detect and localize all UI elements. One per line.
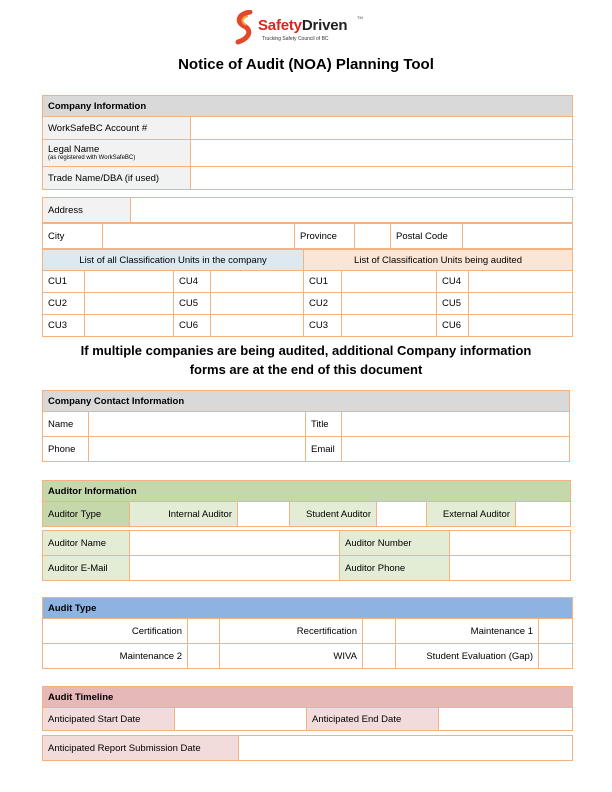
cu-field[interactable] bbox=[211, 271, 304, 293]
cu-label: CU5 bbox=[437, 293, 469, 315]
postal-field[interactable] bbox=[463, 224, 573, 249]
city-table bbox=[42, 223, 573, 249]
start-date-field[interactable] bbox=[175, 708, 307, 731]
note-line-1: If multiple companies are being audited, additional Company information bbox=[80, 343, 532, 358]
student-auditor-label: Student Auditor bbox=[290, 502, 377, 527]
cu-field[interactable] bbox=[85, 293, 174, 315]
multiple-companies-note bbox=[0, 341, 612, 379]
cu-field[interactable] bbox=[85, 315, 174, 337]
company-info-table bbox=[42, 95, 573, 190]
wiva-checkbox[interactable] bbox=[363, 644, 396, 669]
logo-wordmark: SafetyDriven bbox=[258, 17, 348, 34]
start-date-label: Anticipated Start Date bbox=[43, 708, 175, 731]
cu-all-header: List of all Classification Units in the company bbox=[43, 250, 304, 271]
cu-field[interactable] bbox=[342, 271, 437, 293]
auditor-number-field[interactable] bbox=[450, 531, 571, 556]
cu-audited-header: List of Classification Units being audited bbox=[304, 250, 573, 271]
postal-label: Postal Code bbox=[391, 224, 463, 249]
account-label: WorkSafeBC Account # bbox=[43, 117, 191, 140]
auditor-email-field[interactable] bbox=[130, 556, 340, 581]
auditor-name-field[interactable] bbox=[130, 531, 340, 556]
contact-table bbox=[42, 390, 570, 462]
auditor-number-label: Auditor Number bbox=[340, 531, 450, 556]
end-date-field[interactable] bbox=[439, 708, 573, 731]
cu-label: CU6 bbox=[174, 315, 211, 337]
contact-email-field[interactable] bbox=[342, 437, 570, 462]
cu-field[interactable] bbox=[211, 293, 304, 315]
auditor-email-label: Auditor E-Mail bbox=[43, 556, 130, 581]
internal-auditor-field[interactable] bbox=[238, 502, 290, 527]
contact-title-field[interactable] bbox=[342, 412, 570, 437]
wiva-label: WIVA bbox=[220, 644, 363, 669]
legal-name-field[interactable] bbox=[191, 140, 573, 167]
auditor-table bbox=[42, 480, 571, 527]
cu-field[interactable] bbox=[342, 293, 437, 315]
contact-email-label: Email bbox=[306, 437, 342, 462]
trade-name-field[interactable] bbox=[191, 167, 573, 190]
address-table bbox=[42, 197, 573, 223]
cu-label: CU2 bbox=[304, 293, 342, 315]
internal-auditor-label: Internal Auditor bbox=[130, 502, 238, 527]
audit-type-table bbox=[42, 597, 573, 669]
company-info-header: Company Information bbox=[43, 96, 573, 117]
report-date-field[interactable] bbox=[239, 736, 573, 761]
logo-mark-icon bbox=[232, 10, 258, 46]
contact-header: Company Contact Information bbox=[43, 391, 570, 412]
auditor-phone-field[interactable] bbox=[450, 556, 571, 581]
external-auditor-label: External Auditor bbox=[427, 502, 516, 527]
cu-label: CU4 bbox=[437, 271, 469, 293]
contact-phone-label: Phone bbox=[43, 437, 89, 462]
maintenance1-label: Maintenance 1 bbox=[396, 619, 539, 644]
address-field[interactable] bbox=[131, 198, 573, 223]
note-line-2: forms are at the end of this document bbox=[189, 362, 423, 377]
audit-type-header: Audit Type bbox=[43, 598, 573, 619]
recertification-checkbox[interactable] bbox=[363, 619, 396, 644]
cu-field[interactable] bbox=[211, 315, 304, 337]
province-field[interactable] bbox=[355, 224, 391, 249]
cu-label: CU5 bbox=[174, 293, 211, 315]
cu-field[interactable] bbox=[469, 293, 573, 315]
address-label: Address bbox=[43, 198, 131, 223]
cu-label: CU4 bbox=[174, 271, 211, 293]
timeline-header: Audit Timeline bbox=[43, 687, 573, 708]
classification-units-table bbox=[42, 249, 573, 337]
legal-name-note: (as registered with WorkSafeBC) bbox=[48, 155, 136, 161]
legal-name-label: Legal Name (as registered with WorkSafeBC) bbox=[43, 140, 191, 167]
contact-name-label: Name bbox=[43, 412, 89, 437]
city-label: City bbox=[43, 224, 103, 249]
city-field[interactable] bbox=[103, 224, 295, 249]
cu-label: CU1 bbox=[43, 271, 85, 293]
report-date-label: Anticipated Report Submission Date bbox=[43, 736, 239, 761]
timeline-table bbox=[42, 686, 573, 731]
auditor-phone-label: Auditor Phone bbox=[340, 556, 450, 581]
auditor-header: Auditor Information bbox=[43, 481, 571, 502]
cu-field[interactable] bbox=[342, 315, 437, 337]
recertification-label: Recertification bbox=[220, 619, 363, 644]
trade-name-label: Trade Name/DBA (if used) bbox=[43, 167, 191, 190]
safetydriven-logo bbox=[232, 10, 372, 50]
account-field[interactable] bbox=[191, 117, 573, 140]
maintenance1-checkbox[interactable] bbox=[539, 619, 573, 644]
contact-phone-field[interactable] bbox=[89, 437, 306, 462]
cu-field[interactable] bbox=[469, 315, 573, 337]
external-auditor-field[interactable] bbox=[516, 502, 571, 527]
contact-title-label: Title bbox=[306, 412, 342, 437]
end-date-label: Anticipated End Date bbox=[307, 708, 439, 731]
logo-tagline: Trucking Safety Council of BC bbox=[262, 36, 329, 42]
cu-label: CU3 bbox=[304, 315, 342, 337]
contact-name-field[interactable] bbox=[89, 412, 306, 437]
student-auditor-field[interactable] bbox=[377, 502, 427, 527]
certification-label: Certification bbox=[43, 619, 188, 644]
cu-field[interactable] bbox=[85, 271, 174, 293]
cu-label: CU6 bbox=[437, 315, 469, 337]
student-eval-label: Student Evaluation (Gap) bbox=[396, 644, 539, 669]
auditor-name-label: Auditor Name bbox=[43, 531, 130, 556]
page-title: Notice of Audit (NOA) Planning Tool bbox=[178, 56, 434, 73]
student-eval-checkbox[interactable] bbox=[539, 644, 573, 669]
cu-field[interactable] bbox=[469, 271, 573, 293]
report-date-table bbox=[42, 735, 573, 761]
maintenance2-label: Maintenance 2 bbox=[43, 644, 188, 669]
auditor-type-label: Auditor Type bbox=[43, 502, 130, 527]
maintenance2-checkbox[interactable] bbox=[188, 644, 220, 669]
province-label: Province bbox=[295, 224, 355, 249]
cu-label: CU3 bbox=[43, 315, 85, 337]
logo-tm: TM bbox=[357, 15, 363, 20]
certification-checkbox[interactable] bbox=[188, 619, 220, 644]
cu-label: CU2 bbox=[43, 293, 85, 315]
auditor-details-table bbox=[42, 530, 571, 581]
cu-label: CU1 bbox=[304, 271, 342, 293]
